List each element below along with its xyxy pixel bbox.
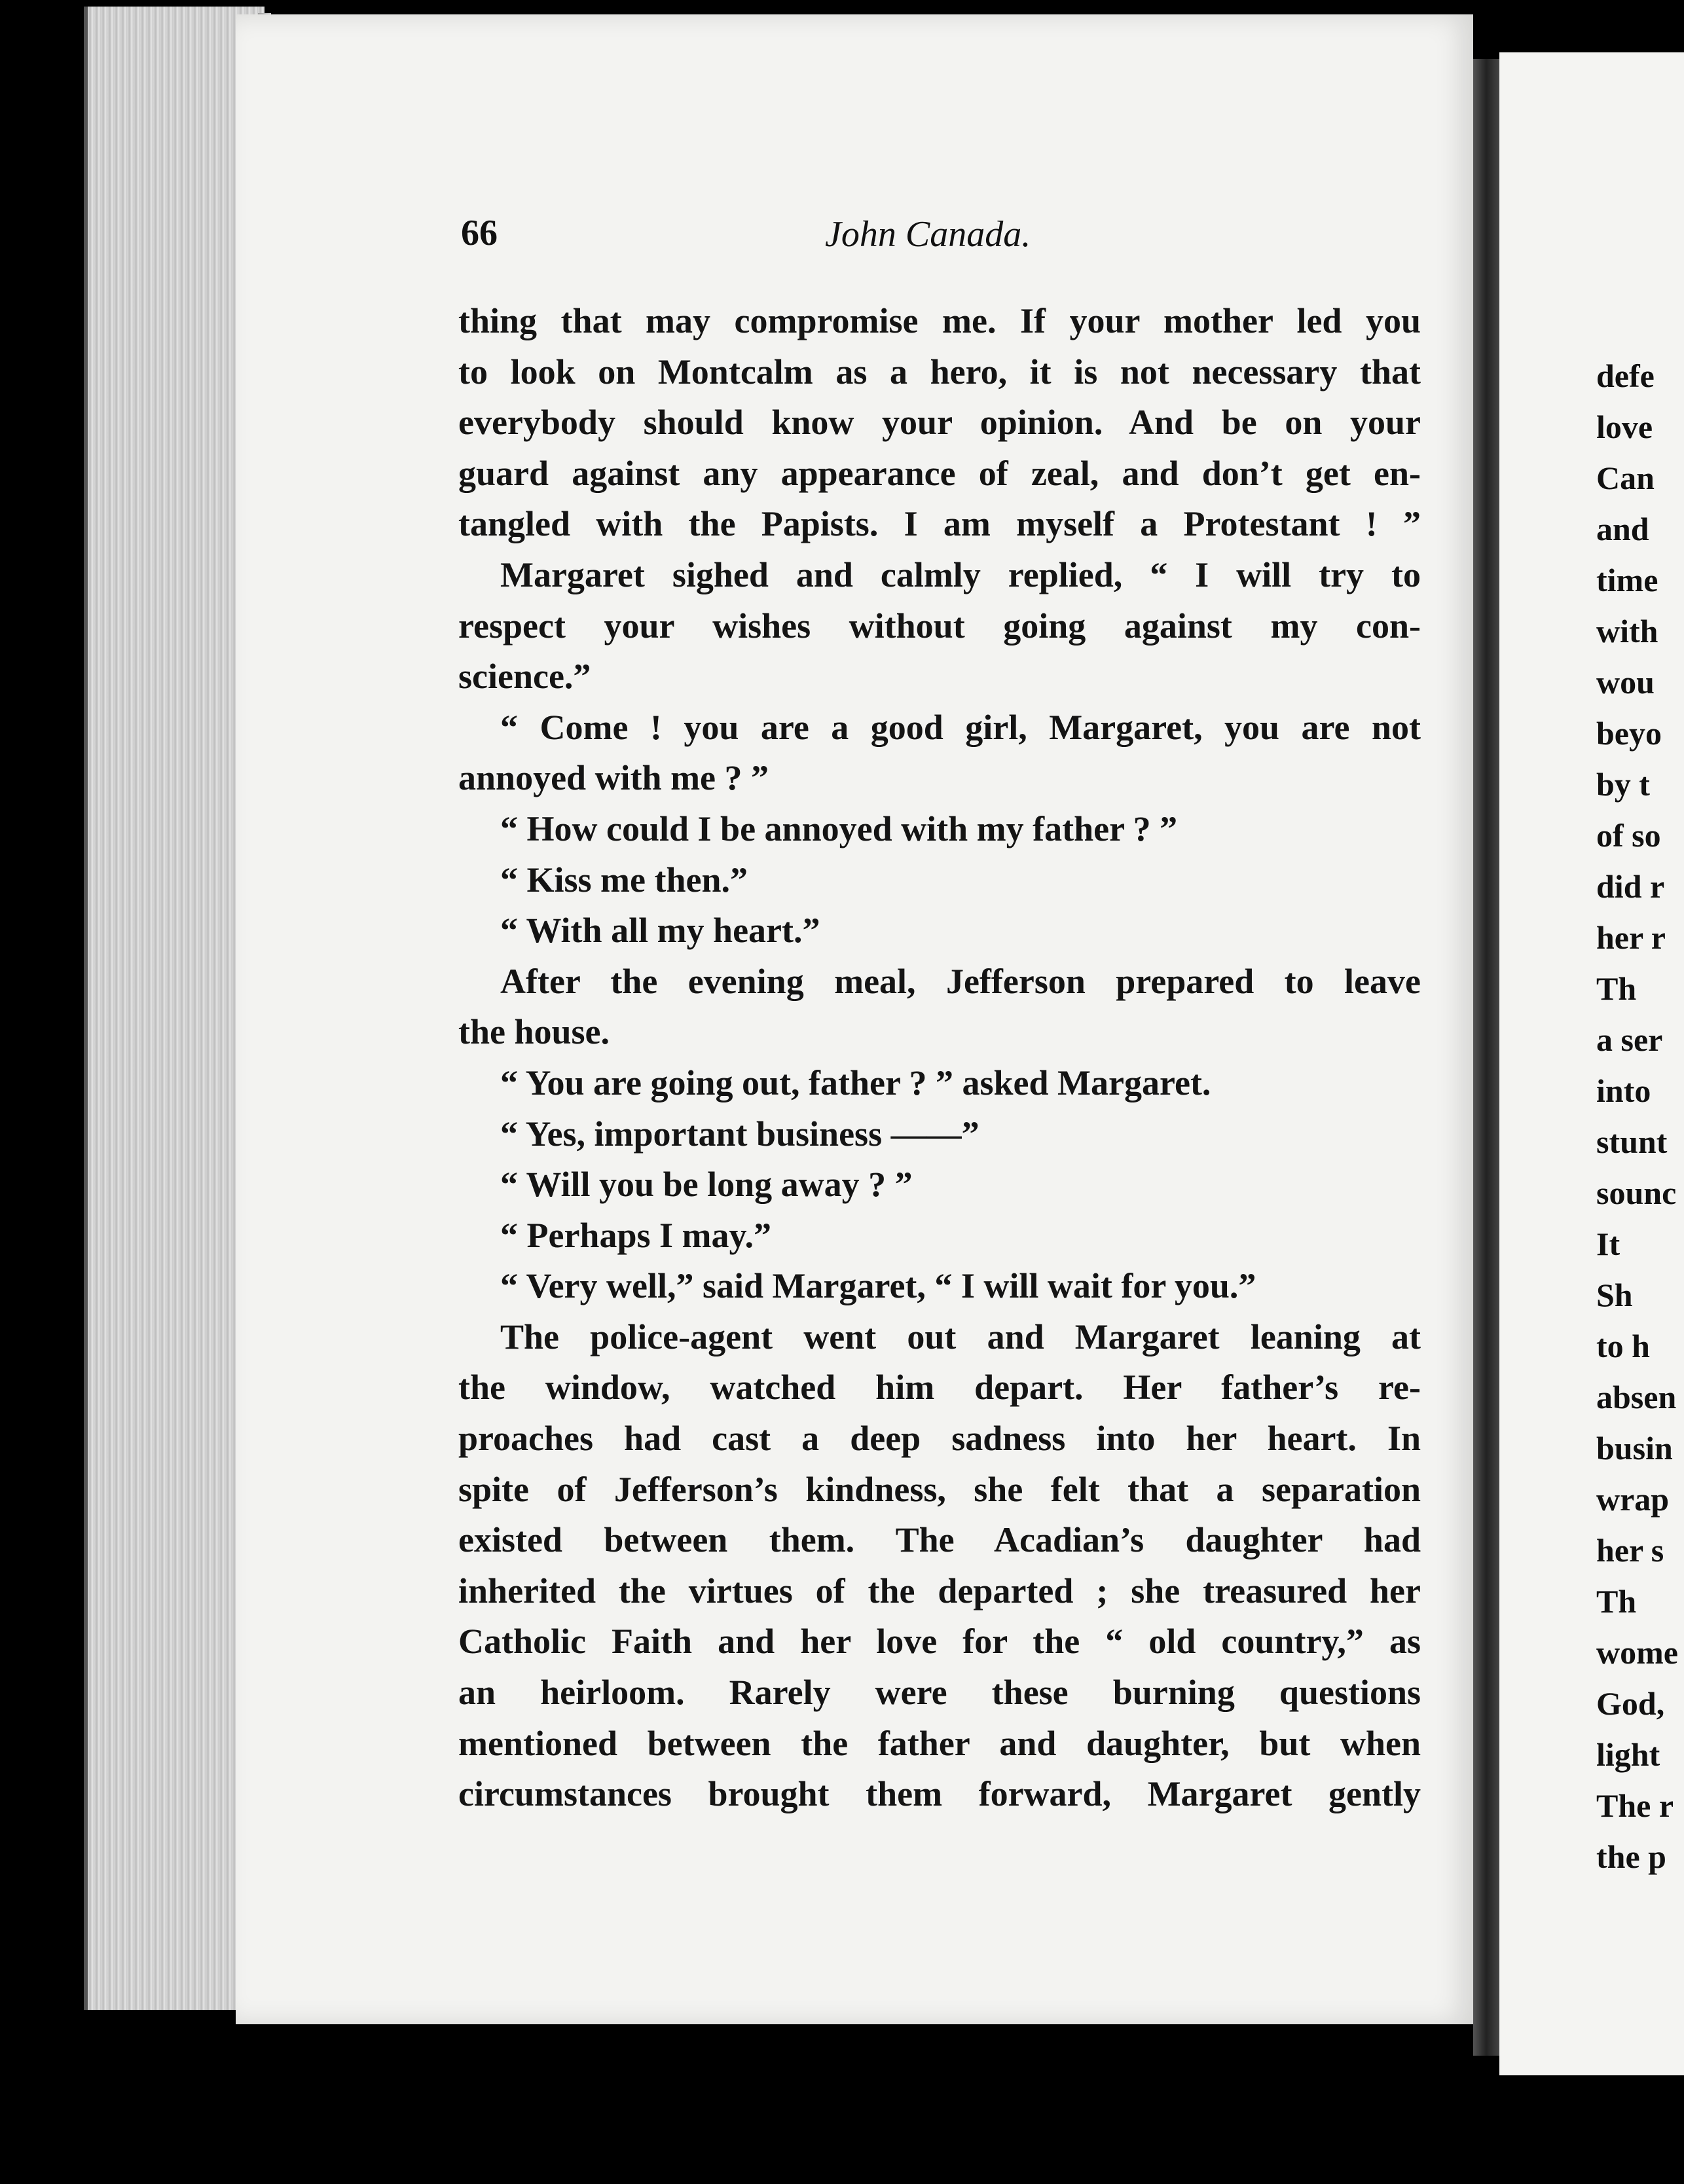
right-page-line: Can	[1596, 460, 1655, 496]
body-text	[458, 296, 1421, 1820]
text-line: tangled with the Papists. I am myself a Protestant ! ”	[458, 504, 1421, 544]
right-page-line: Sh	[1596, 1277, 1633, 1313]
text-line: “ Will you be long away ? ”	[500, 1165, 913, 1205]
right-page-line: time	[1596, 562, 1658, 598]
right-page-line: defe	[1596, 357, 1655, 394]
right-page-line: of so	[1596, 817, 1661, 854]
text-line: the house.	[458, 1012, 610, 1052]
right-page-line: wome	[1596, 1634, 1678, 1671]
text-line: Margaret sighed and calmly replied, “ I will try to	[500, 555, 1421, 594]
text-line: annoyed with me ? ”	[458, 758, 769, 798]
text-line: the window, watched him depart. Her father’s re-	[458, 1368, 1421, 1408]
right-page-line: busin	[1596, 1430, 1673, 1466]
text-line: After the evening meal, Jefferson prepared to leave	[500, 961, 1421, 1001]
right-page-line: did r	[1596, 868, 1665, 905]
right-page-line: Th	[1596, 970, 1637, 1007]
right-page-line: beyo	[1596, 715, 1662, 752]
text-line: “ How could I be annoyed with my father ? ”	[500, 809, 1178, 848]
text-line: “ You are going out, father ? ” asked Margaret.	[500, 1063, 1211, 1102]
right-page-lines	[1596, 350, 1678, 1882]
text-line: “ With all my heart.”	[500, 911, 820, 951]
right-page-line: God,	[1596, 1685, 1665, 1722]
right-page-line: a ser	[1596, 1021, 1663, 1058]
right-page-line: love	[1596, 409, 1653, 445]
right-page-line: her s	[1596, 1532, 1664, 1569]
text-line: to look on Montcalm as a hero, it is not necessary that	[458, 352, 1421, 391]
text-line: thing that may compromise me. If your mother led you	[458, 301, 1421, 340]
text-line: respect your wishes without going against my con-	[458, 606, 1421, 646]
right-page-line: It	[1596, 1226, 1620, 1262]
right-page-line: wou	[1596, 664, 1655, 701]
text-line: proaches had cast a deep sadness into her heart. In	[458, 1419, 1421, 1459]
right-page-line: sounc	[1596, 1174, 1677, 1211]
text-line: inherited the virtues of the departed ; she treasured her	[458, 1571, 1421, 1611]
text-line: “ Yes, important business ——”	[500, 1114, 979, 1154]
text-line: circumstances brought them forward, Margaret gently	[458, 1774, 1421, 1814]
text-line: “ Kiss me then.”	[500, 860, 748, 900]
right-page-line: The r	[1596, 1787, 1674, 1824]
right-page-line: wrap	[1596, 1481, 1670, 1518]
right-page-line: to h	[1596, 1328, 1650, 1364]
right-page-fragment	[1499, 52, 1684, 2075]
text-line: everybody should know your opinion. And be on your	[458, 403, 1421, 443]
right-page-line: and	[1596, 511, 1649, 547]
right-page-line: light	[1596, 1736, 1660, 1773]
right-page-line: absen	[1596, 1379, 1677, 1415]
right-page-line: by t	[1596, 766, 1650, 803]
right-page-line: Th	[1596, 1583, 1637, 1620]
text-line: guard against any appearance of zeal, and don’t get en-	[458, 453, 1421, 493]
running-title: John Canada.	[825, 214, 1031, 255]
text-line: “ Come ! you are a good girl, Margaret, you are not	[500, 707, 1421, 747]
text-line: The police-agent went out and Margaret leaning at	[500, 1317, 1421, 1356]
right-page-line: her r	[1596, 919, 1666, 956]
text-line: spite of Jefferson’s kindness, she felt that a separation	[458, 1469, 1421, 1509]
right-page-line: the p	[1596, 1838, 1666, 1875]
book-gutter	[1473, 59, 1499, 2056]
right-page-line: with	[1596, 613, 1658, 649]
text-line: Catholic Faith and her love for the “ old country,” as	[458, 1622, 1421, 1662]
text-line: an heirloom. Rarely were these burning questions	[458, 1673, 1421, 1713]
text-line: science.”	[458, 657, 591, 697]
text-line: “ Perhaps I may.”	[500, 1215, 772, 1255]
page-number: 66	[461, 213, 498, 253]
right-page-line: into	[1596, 1072, 1651, 1109]
right-page-line: stunt	[1596, 1123, 1668, 1160]
text-line: “ Very well,” said Margaret, “ I will wait for you.”	[500, 1266, 1256, 1306]
text-line: existed between them. The Acadian’s daughter had	[458, 1520, 1421, 1560]
text-line: mentioned between the father and daughter, but when	[458, 1723, 1421, 1763]
